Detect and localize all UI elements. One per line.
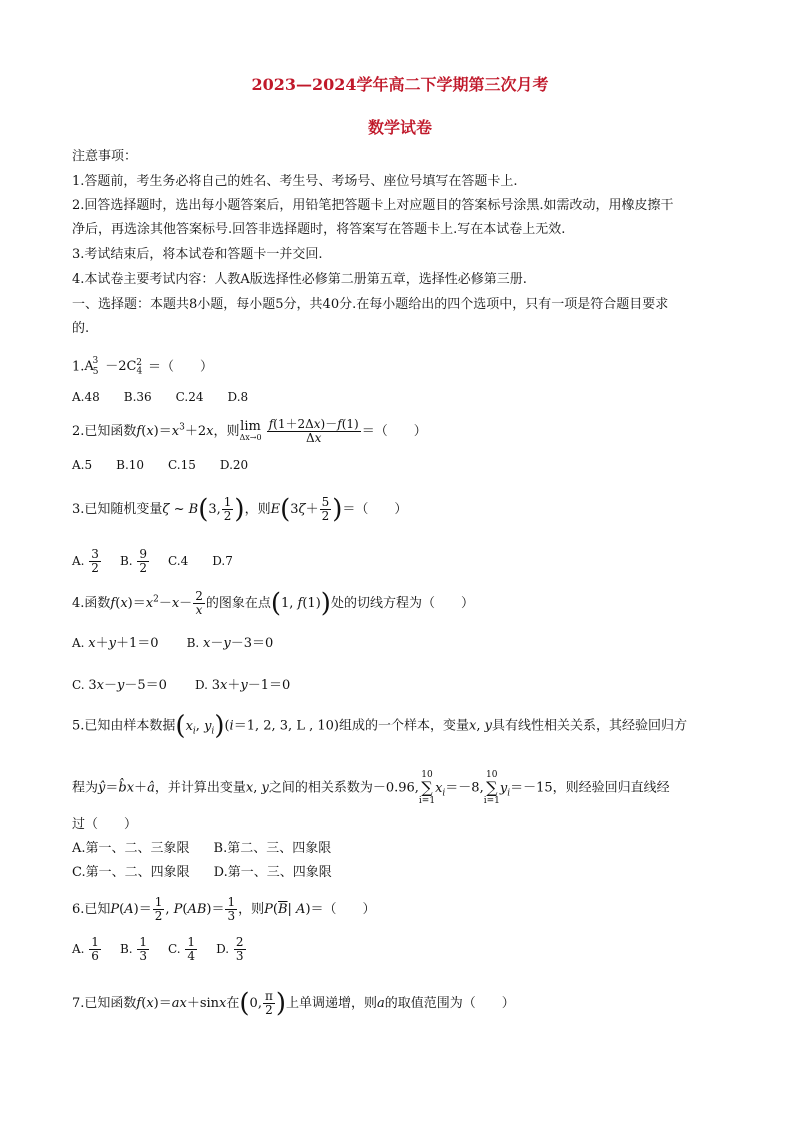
choice: D.7	[212, 554, 233, 568]
choice: C.4	[168, 554, 189, 568]
notes-heading: 注意事项：	[72, 149, 138, 164]
question-2: 2.已知函数$f(x)=x^3+2x$，则 lim Δx→0 $\frac{f(1+2\Delta x)-f(1)}{\Delta x}$ ＝（ ）	[72, 417, 427, 445]
choice: A.5	[72, 458, 93, 472]
choice: C.24	[175, 390, 204, 404]
question-6-choices: A. $\frac{1}{6}$ B. $\frac{1}{3}$ C. $\frac{1}{4}$ D. $\frac{2}{3}$	[72, 935, 244, 963]
question-2-choices	[72, 456, 272, 474]
choice: B.36	[123, 390, 152, 404]
section-heading: 一、选择题：本题共8小题，每小题5分，共40分.在每小题给出的四个选项中，只有一项是符合题目要求	[72, 297, 669, 312]
note-item: 3.考试结束后，将本试卷和答题卡一并交回.	[72, 247, 323, 262]
question-3: 3.已知随机变量ζ ~ B(3, $\frac{1}{2}$ )，则E(3ζ＋ $\frac{5}{2}$ )＝（ ）	[72, 494, 408, 525]
question-5-choices-row2	[72, 864, 356, 882]
choice: B.第二、三、四象限	[213, 841, 332, 856]
question-4-choices-row2: C. 3x－y－5＝0 D. 3x＋y－1＝0	[72, 678, 291, 693]
choice: A.第一、二、三象限	[72, 841, 190, 856]
choice: A.48	[72, 390, 100, 404]
question-7: 7.已知函数f(x)＝ax＋sinx在(0, $\frac{\pi}{2}$ )上单调递增，则a的取值范围为（ ）	[72, 988, 515, 1019]
choice: B.10	[116, 458, 145, 472]
question-4-choices-row1: A. x＋y＋1＝0 B. x－y－3＝0	[72, 636, 274, 651]
section-heading-cont: 的.	[72, 321, 90, 336]
choice: D.20	[219, 458, 249, 472]
choice: D.8	[227, 390, 249, 404]
question-6: 6.已知P(A)＝ $\frac{1}{2}$ , P(AB)＝ $\frac{1}{3}$ ，则$P(\overline{B}|$ A)＝（ ）	[72, 895, 376, 923]
question-1: $1.A_5^3 -2C_4^2$ ＝（ ）	[72, 356, 213, 377]
question-5-choices-row1	[72, 840, 355, 858]
choice: C.第一、二、四象限	[72, 865, 190, 880]
question-1-choices	[72, 388, 272, 406]
choice: C.15	[168, 458, 196, 472]
note-item: 1.答题前，考生务必将自己的姓名、考生号、考场号、座位号填写在答题卡上.	[72, 174, 518, 189]
exam-subtitle: 数学试卷	[367, 118, 432, 137]
note-item: 净后，再选涂其他答案标号.回答非选择题时，将答案写在答题卡上.写在本试卷上无效.	[72, 222, 566, 237]
question-5-line2: 程为ŷ＝b̂x＋â，并计算出变量x, y之间的相关系数为－0.96, 10 ∑ i=1 $x_i=-8$, 10 ∑ i=1 $y_i=-15$，则经验回归直线经	[72, 770, 670, 806]
exam-title: 2023—2024学年高二下学期第三次月考	[251, 75, 549, 94]
question-4: 4.函数$f(x)=x^2-x-$ $\frac{2}{x}$ 的图象在点(1, f(1))处的切线方程为（ ）	[72, 588, 474, 619]
exam-page	[72, 0, 728, 1123]
question-5-line1: 5.已知由样本数据($x_i$, $y_i)(i=1$, 2, 3, L , 10)组成的一个样本，变量x, y具有线性相关关系，其经验回归方	[72, 711, 687, 741]
note-item: 4.本试卷主要考试内容：人教A版选择性必修第二册第五章，选择性必修第三册.	[72, 272, 527, 287]
question-3-choices: A. $\frac{3}{2}$ B. $\frac{9}{2}$ C.4 D.7	[72, 547, 233, 575]
choice: D.第一、三、四象限	[213, 865, 332, 880]
note-item: 2.回答选择题时，选出每小题答案后，用铅笔把答题卡上对应题目的答案标号涂黑.如需改动，用橡皮擦干	[72, 198, 674, 213]
question-5-line3: 过（ ）	[72, 817, 138, 832]
